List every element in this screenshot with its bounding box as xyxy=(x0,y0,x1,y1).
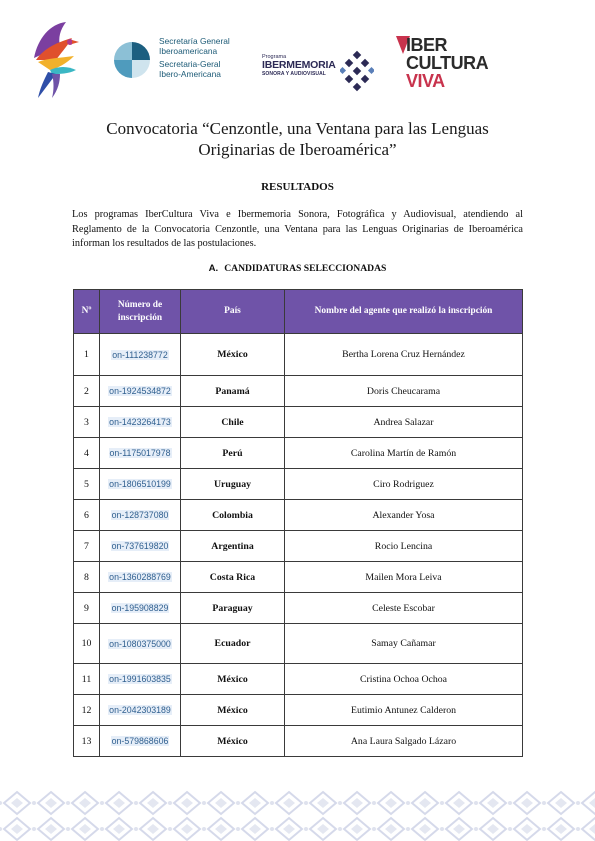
ibermemoria-program-label: Programa xyxy=(262,54,287,60)
ibermemoria-logo xyxy=(262,44,378,96)
agent-name-cell: Carolina Martín de Ramón xyxy=(285,438,523,469)
country-cell: Costa Rica xyxy=(181,562,285,593)
agent-name-cell: Bertha Lorena Cruz Hernández xyxy=(285,334,523,376)
country-cell: Uruguay xyxy=(181,469,285,500)
table-row xyxy=(74,726,523,757)
agent-name-cell: Eutimio Antunez Calderon xyxy=(285,695,523,726)
country-cell: Ecuador xyxy=(181,624,285,664)
registration-number xyxy=(100,376,181,407)
ibermemoria-name: IBERMEMORIA xyxy=(262,59,336,71)
registration-code-text: on-1080375000 xyxy=(109,638,171,649)
country-cell: Argentina xyxy=(181,531,285,562)
row-number: 6 xyxy=(74,500,100,531)
row-number: 9 xyxy=(74,593,100,624)
row-number: 8 xyxy=(74,562,100,593)
country-cell: Paraguay xyxy=(181,593,285,624)
document-title xyxy=(60,118,535,160)
title-line-2: Originarias de Iberoamérica” xyxy=(198,140,397,159)
segib-line-4: Ibero-Americana xyxy=(159,69,221,79)
segib-line-3: Secretaria-Geral xyxy=(159,59,221,69)
header-agent-name: Nombre del agente que realizó la inscripción xyxy=(285,290,523,334)
registration-code-text: on-737619820 xyxy=(111,541,169,551)
registration-number xyxy=(100,695,181,726)
agent-name-cell: Doris Cheucarama xyxy=(285,376,523,407)
table-row xyxy=(74,500,523,531)
footer-pattern xyxy=(0,790,595,841)
registration-code-text: on-1806510199 xyxy=(109,479,171,489)
registration-code-text: on-195908829 xyxy=(111,603,169,613)
section-letter: A. xyxy=(208,263,219,274)
table-row xyxy=(74,438,523,469)
logo-bar xyxy=(0,14,595,104)
table-row xyxy=(74,334,523,376)
header-country: País xyxy=(181,290,285,334)
country-cell: Perú xyxy=(181,438,285,469)
registration-number xyxy=(100,469,181,500)
segib-line-1: Secretaría General xyxy=(159,36,230,46)
country-cell: México xyxy=(181,726,285,757)
results-table xyxy=(73,289,523,757)
country-cell: Chile xyxy=(181,407,285,438)
ibercultura-line-1: IBER xyxy=(406,35,448,55)
row-number: 10 xyxy=(74,624,100,664)
agent-name-cell: Celeste Escobar xyxy=(285,593,523,624)
registration-number xyxy=(100,334,181,376)
table-header-row xyxy=(74,290,523,334)
table-row xyxy=(74,531,523,562)
registration-number xyxy=(100,664,181,695)
agent-name-cell: Ana Laura Salgado Lázaro xyxy=(285,726,523,757)
agent-name-cell: Mailen Mora Leiva xyxy=(285,562,523,593)
registration-code-text: on-1175017978 xyxy=(109,448,171,458)
agent-name-cell: Samay Cañamar xyxy=(285,624,523,664)
registration-number xyxy=(100,593,181,624)
row-number: 2 xyxy=(74,376,100,407)
table-row xyxy=(74,593,523,624)
ibercultura-line-3: VIVA xyxy=(406,71,445,91)
table-row xyxy=(74,562,523,593)
ibercultura-line-2: CULTURA xyxy=(406,53,489,73)
registration-code-text: on-128737080 xyxy=(111,510,169,520)
table-row xyxy=(74,624,523,664)
agent-name-cell: Alexander Yosa xyxy=(285,500,523,531)
country-cell: México xyxy=(181,334,285,376)
registration-number xyxy=(100,531,181,562)
table-row xyxy=(74,407,523,438)
table-row xyxy=(74,695,523,726)
table-row xyxy=(74,664,523,695)
header-number: Nº xyxy=(74,290,100,334)
registration-number xyxy=(100,438,181,469)
registration-number xyxy=(100,562,181,593)
registration-code-text: on-1360288769 xyxy=(109,572,171,582)
agent-name-cell: Cristina Ochoa Ochoa xyxy=(285,664,523,695)
header-registration: Número de inscripción xyxy=(100,290,181,334)
table-row xyxy=(74,469,523,500)
registration-number xyxy=(100,407,181,438)
ibercultura-viva-logo xyxy=(394,32,489,104)
registration-code-text: on-1991603835 xyxy=(109,674,171,684)
registration-code-text: on-1423264173 xyxy=(109,417,171,427)
segib-line-2: Iberoamericana xyxy=(159,46,218,56)
registration-number xyxy=(100,500,181,531)
agent-name-cell: Rocio Lencina xyxy=(285,531,523,562)
row-number: 11 xyxy=(74,664,100,695)
country-cell: Colombia xyxy=(181,500,285,531)
row-number: 1 xyxy=(74,334,100,376)
ibermemoria-subtitle: SONORA Y AUDIOVISUAL xyxy=(262,71,326,77)
title-line-1: Convocatoria “Cenzontle, una Ventana para las Lenguas xyxy=(106,119,489,138)
section-heading xyxy=(0,263,595,274)
registration-code-text: on-2042303189 xyxy=(109,705,171,715)
country-cell: Panamá xyxy=(181,376,285,407)
row-number: 13 xyxy=(74,726,100,757)
registration-code-text: on-111238772 xyxy=(112,349,168,360)
row-number: 5 xyxy=(74,469,100,500)
agent-name-cell: Ciro Rodriguez xyxy=(285,469,523,500)
ibermemoria-mark-icon xyxy=(340,50,374,94)
registration-code-text: on-579868606 xyxy=(111,736,169,746)
row-number: 4 xyxy=(74,438,100,469)
registration-number xyxy=(100,624,181,664)
registration-code-text: on-1924534872 xyxy=(109,386,171,396)
country-cell: México xyxy=(181,695,285,726)
segib-mark-icon xyxy=(112,40,152,80)
section-title: CANDIDATURAS SELECCIONADAS xyxy=(224,263,387,274)
row-number: 7 xyxy=(74,531,100,562)
country-cell: México xyxy=(181,664,285,695)
agent-name-cell: Andrea Salazar xyxy=(285,407,523,438)
intro-paragraph: Los programas IberCultura Viva e Ibermemoria Sonora, Fotográfica y Audiovisual, atendiendo al Reglamento de la Convocatoria Cenzontle, una Ventana para las Lenguas Originarias de Iberoamérica informan los resultados de las postulaciones. xyxy=(72,209,523,249)
results-heading: RESULTADOS xyxy=(261,181,334,193)
table-row xyxy=(74,376,523,407)
bird-logo-icon xyxy=(30,18,80,100)
registration-number xyxy=(100,726,181,757)
row-number: 12 xyxy=(74,695,100,726)
segib-logo xyxy=(112,36,252,86)
row-number: 3 xyxy=(74,407,100,438)
